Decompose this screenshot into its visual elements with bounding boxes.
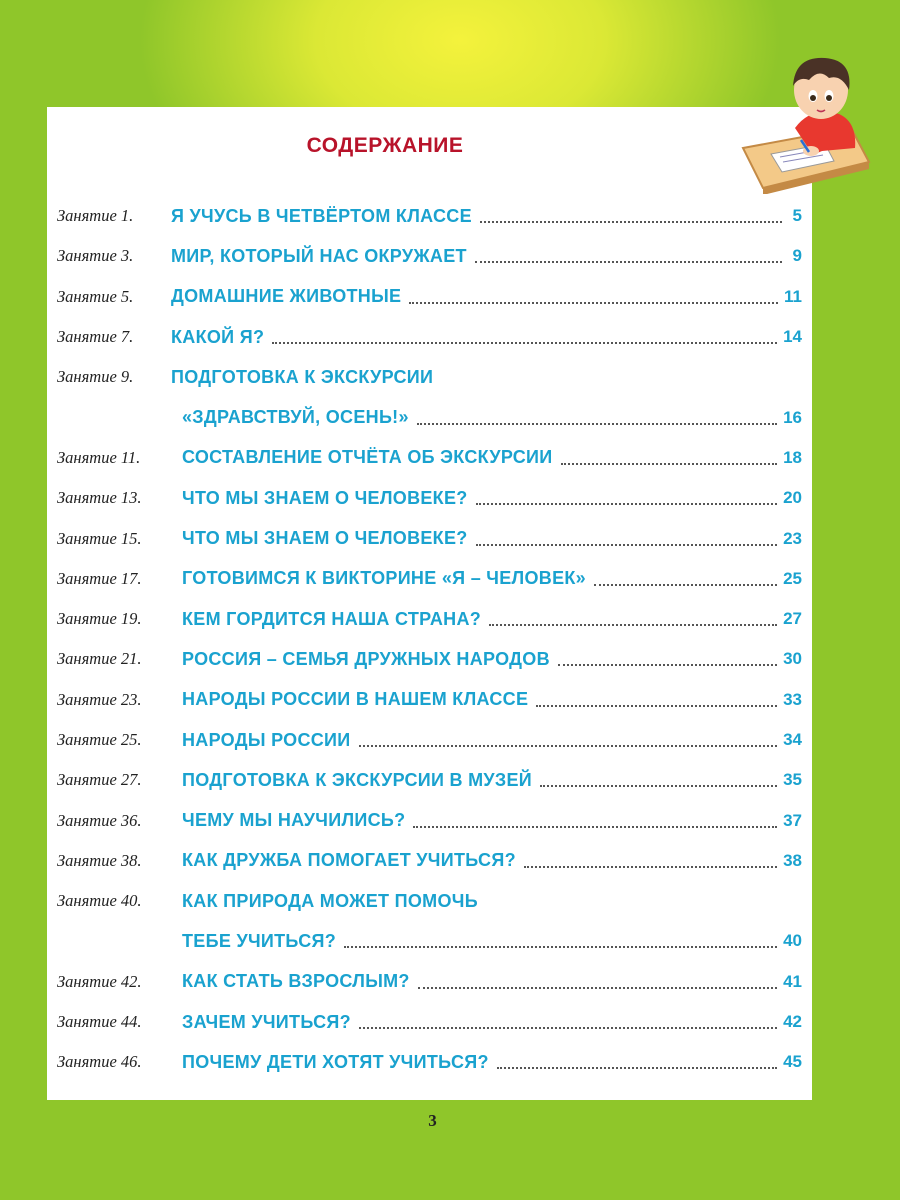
toc-row[interactable]	[57, 841, 802, 881]
page-ref: 35	[783, 770, 802, 790]
toc-row[interactable]	[57, 559, 802, 599]
toc-row[interactable]	[57, 881, 802, 921]
toc-row[interactable]	[57, 438, 802, 478]
table-of-contents	[57, 196, 802, 1083]
dot-leader	[418, 975, 777, 989]
toc-row[interactable]	[57, 397, 802, 437]
lesson-number: Занятие 25.	[57, 730, 142, 749]
lesson-number: Занятие 40.	[57, 891, 142, 911]
dot-leader	[561, 451, 778, 465]
toc-row[interactable]	[57, 639, 802, 679]
lesson-title: НАРОДЫ РОССИИ В НАШЕМ КЛАССЕ	[182, 689, 529, 710]
lesson-title: ПОЧЕМУ ДЕТИ ХОТЯТ УЧИТЬСЯ?	[182, 1051, 489, 1072]
dot-leader	[417, 411, 777, 425]
dot-leader	[524, 854, 777, 868]
lesson-title: ЗАЧЕМ УЧИТЬСЯ?	[182, 1011, 351, 1032]
lesson-number: Занятие 11.	[57, 447, 141, 467]
lesson-title: МИР, КОТОРЫЙ НАС ОКРУЖАЕТ	[171, 245, 467, 266]
toc-row[interactable]	[57, 680, 802, 720]
page-title: СОДЕРЖАНИЕ	[306, 134, 464, 157]
lesson-number: Занятие 9.	[57, 367, 134, 387]
lesson-number: Занятие 27.	[57, 770, 142, 790]
lesson-title: ГОТОВИМСЯ К ВИКТОРИНЕ «Я – ЧЕЛОВЕК»	[182, 568, 586, 589]
lesson-title: НАРОДЫ РОССИИ	[182, 729, 351, 750]
page-ref: 42	[783, 1012, 802, 1032]
lesson-number: Занятие 42.	[57, 971, 142, 991]
page-ref: 16	[783, 407, 802, 427]
dot-leader	[489, 612, 777, 626]
dot-leader	[540, 773, 777, 787]
lesson-title: КАК СТАТЬ ВЗРОСЛЫМ?	[182, 971, 410, 992]
lesson-number: Занятие 17.	[57, 568, 142, 588]
lesson-number: Занятие 13.	[57, 488, 142, 508]
lesson-title: ЧТО МЫ ЗНАЕМ О ЧЕЛОВЕКЕ?	[182, 487, 468, 508]
page-ref: 20	[783, 488, 802, 508]
dot-leader	[344, 934, 777, 948]
toc-row[interactable]	[57, 317, 802, 357]
page-ref: 5	[792, 206, 802, 226]
dot-leader	[480, 209, 782, 223]
toc-row[interactable]	[57, 800, 802, 840]
toc-row[interactable]	[57, 196, 802, 236]
toc-row[interactable]	[57, 1002, 802, 1042]
page-ref: 30	[783, 649, 802, 669]
toc-row[interactable]	[57, 478, 802, 518]
lesson-number: Занятие 7.	[57, 327, 134, 347]
lesson-title: КАК ПРИРОДА МОЖЕТ ПОМОЧЬ	[182, 890, 478, 911]
lesson-title: ПОДГОТОВКА К ЭКСКУРСИИ В МУЗЕЙ	[182, 769, 533, 790]
toc-row[interactable]	[57, 236, 802, 276]
page-ref: 14	[783, 327, 802, 347]
dot-leader	[359, 1015, 777, 1029]
toc-row[interactable]	[57, 720, 802, 760]
lesson-number: Занятие 5.	[57, 286, 134, 306]
dot-leader	[476, 532, 778, 546]
dot-leader	[594, 572, 777, 586]
lesson-title: КАКОЙ Я?	[171, 326, 265, 347]
lesson-number: Занятие 46.	[57, 1052, 142, 1072]
page-ref: 23	[783, 528, 802, 548]
toc-row[interactable]	[57, 760, 802, 800]
lesson-title: ПОДГОТОВКА К ЭКСКУРСИИ	[171, 366, 434, 387]
lesson-number: Занятие 38.	[57, 850, 142, 870]
dot-leader	[272, 330, 777, 344]
toc-row[interactable]	[57, 962, 802, 1002]
dot-leader	[558, 652, 777, 666]
dot-leader	[497, 1055, 777, 1069]
page-ref: 25	[783, 568, 802, 588]
lesson-title: ЧТО МЫ ЗНАЕМ О ЧЕЛОВЕКЕ?	[182, 528, 468, 549]
page-ref: 27	[783, 609, 802, 629]
dot-leader	[476, 491, 778, 505]
page-ref: 38	[783, 850, 802, 870]
page-ref: 11	[784, 286, 802, 306]
dot-leader	[409, 290, 778, 304]
page-ref: 40	[783, 931, 802, 951]
lesson-number: Занятие 1.	[57, 206, 134, 226]
page-ref: 37	[783, 810, 802, 830]
dot-leader	[413, 814, 777, 828]
lesson-title: РОССИЯ – СЕМЬЯ ДРУЖНЫХ НАРОДОВ	[182, 648, 550, 669]
lesson-title: ДОМАШНИЕ ЖИВОТНЫЕ	[171, 286, 402, 307]
toc-row[interactable]	[57, 357, 802, 397]
lesson-title: «ЗДРАВСТВУЙ, ОСЕНЬ!»	[182, 407, 409, 428]
toc-row[interactable]	[57, 518, 802, 558]
page-number: 3	[428, 1111, 437, 1130]
lesson-number: Занятие 3.	[57, 246, 134, 266]
lesson-number: Занятие 15.	[57, 528, 142, 548]
lesson-title: ЧЕМУ МЫ НАУЧИЛИСЬ?	[182, 810, 406, 831]
toc-row[interactable]	[57, 277, 802, 317]
lesson-title: Я УЧУСЬ В ЧЕТВЁРТОМ КЛАССЕ	[171, 205, 472, 226]
dot-leader	[536, 693, 777, 707]
toc-row[interactable]	[57, 1042, 802, 1082]
page-ref: 45	[783, 1052, 802, 1072]
page-ref: 9	[792, 246, 802, 266]
lesson-title: СОСТАВЛЕНИЕ ОТЧЁТА ОБ ЭКСКУРСИИ	[182, 447, 553, 468]
dot-leader	[475, 249, 782, 263]
toc-row[interactable]	[57, 599, 802, 639]
toc-row[interactable]	[57, 921, 802, 961]
lesson-title: ТЕБЕ УЧИТЬСЯ?	[182, 930, 337, 951]
page-ref: 34	[783, 730, 802, 749]
lesson-number: Занятие 19.	[57, 609, 142, 629]
dot-leader	[359, 733, 778, 747]
page-ref: 18	[783, 447, 802, 467]
page-ref: 41	[783, 971, 802, 991]
page-ref: 33	[783, 689, 802, 709]
lesson-number: Занятие 44.	[57, 1012, 142, 1032]
lesson-number: Занятие 23.	[57, 689, 142, 709]
lesson-title: КАК ДРУЖБА ПОМОГАЕТ УЧИТЬСЯ?	[182, 850, 516, 871]
lesson-number: Занятие 36.	[57, 810, 142, 830]
lesson-number: Занятие 21.	[57, 649, 142, 669]
lesson-title: КЕМ ГОРДИТСЯ НАША СТРАНА?	[182, 608, 482, 629]
boy-writing-illustration	[733, 44, 873, 194]
